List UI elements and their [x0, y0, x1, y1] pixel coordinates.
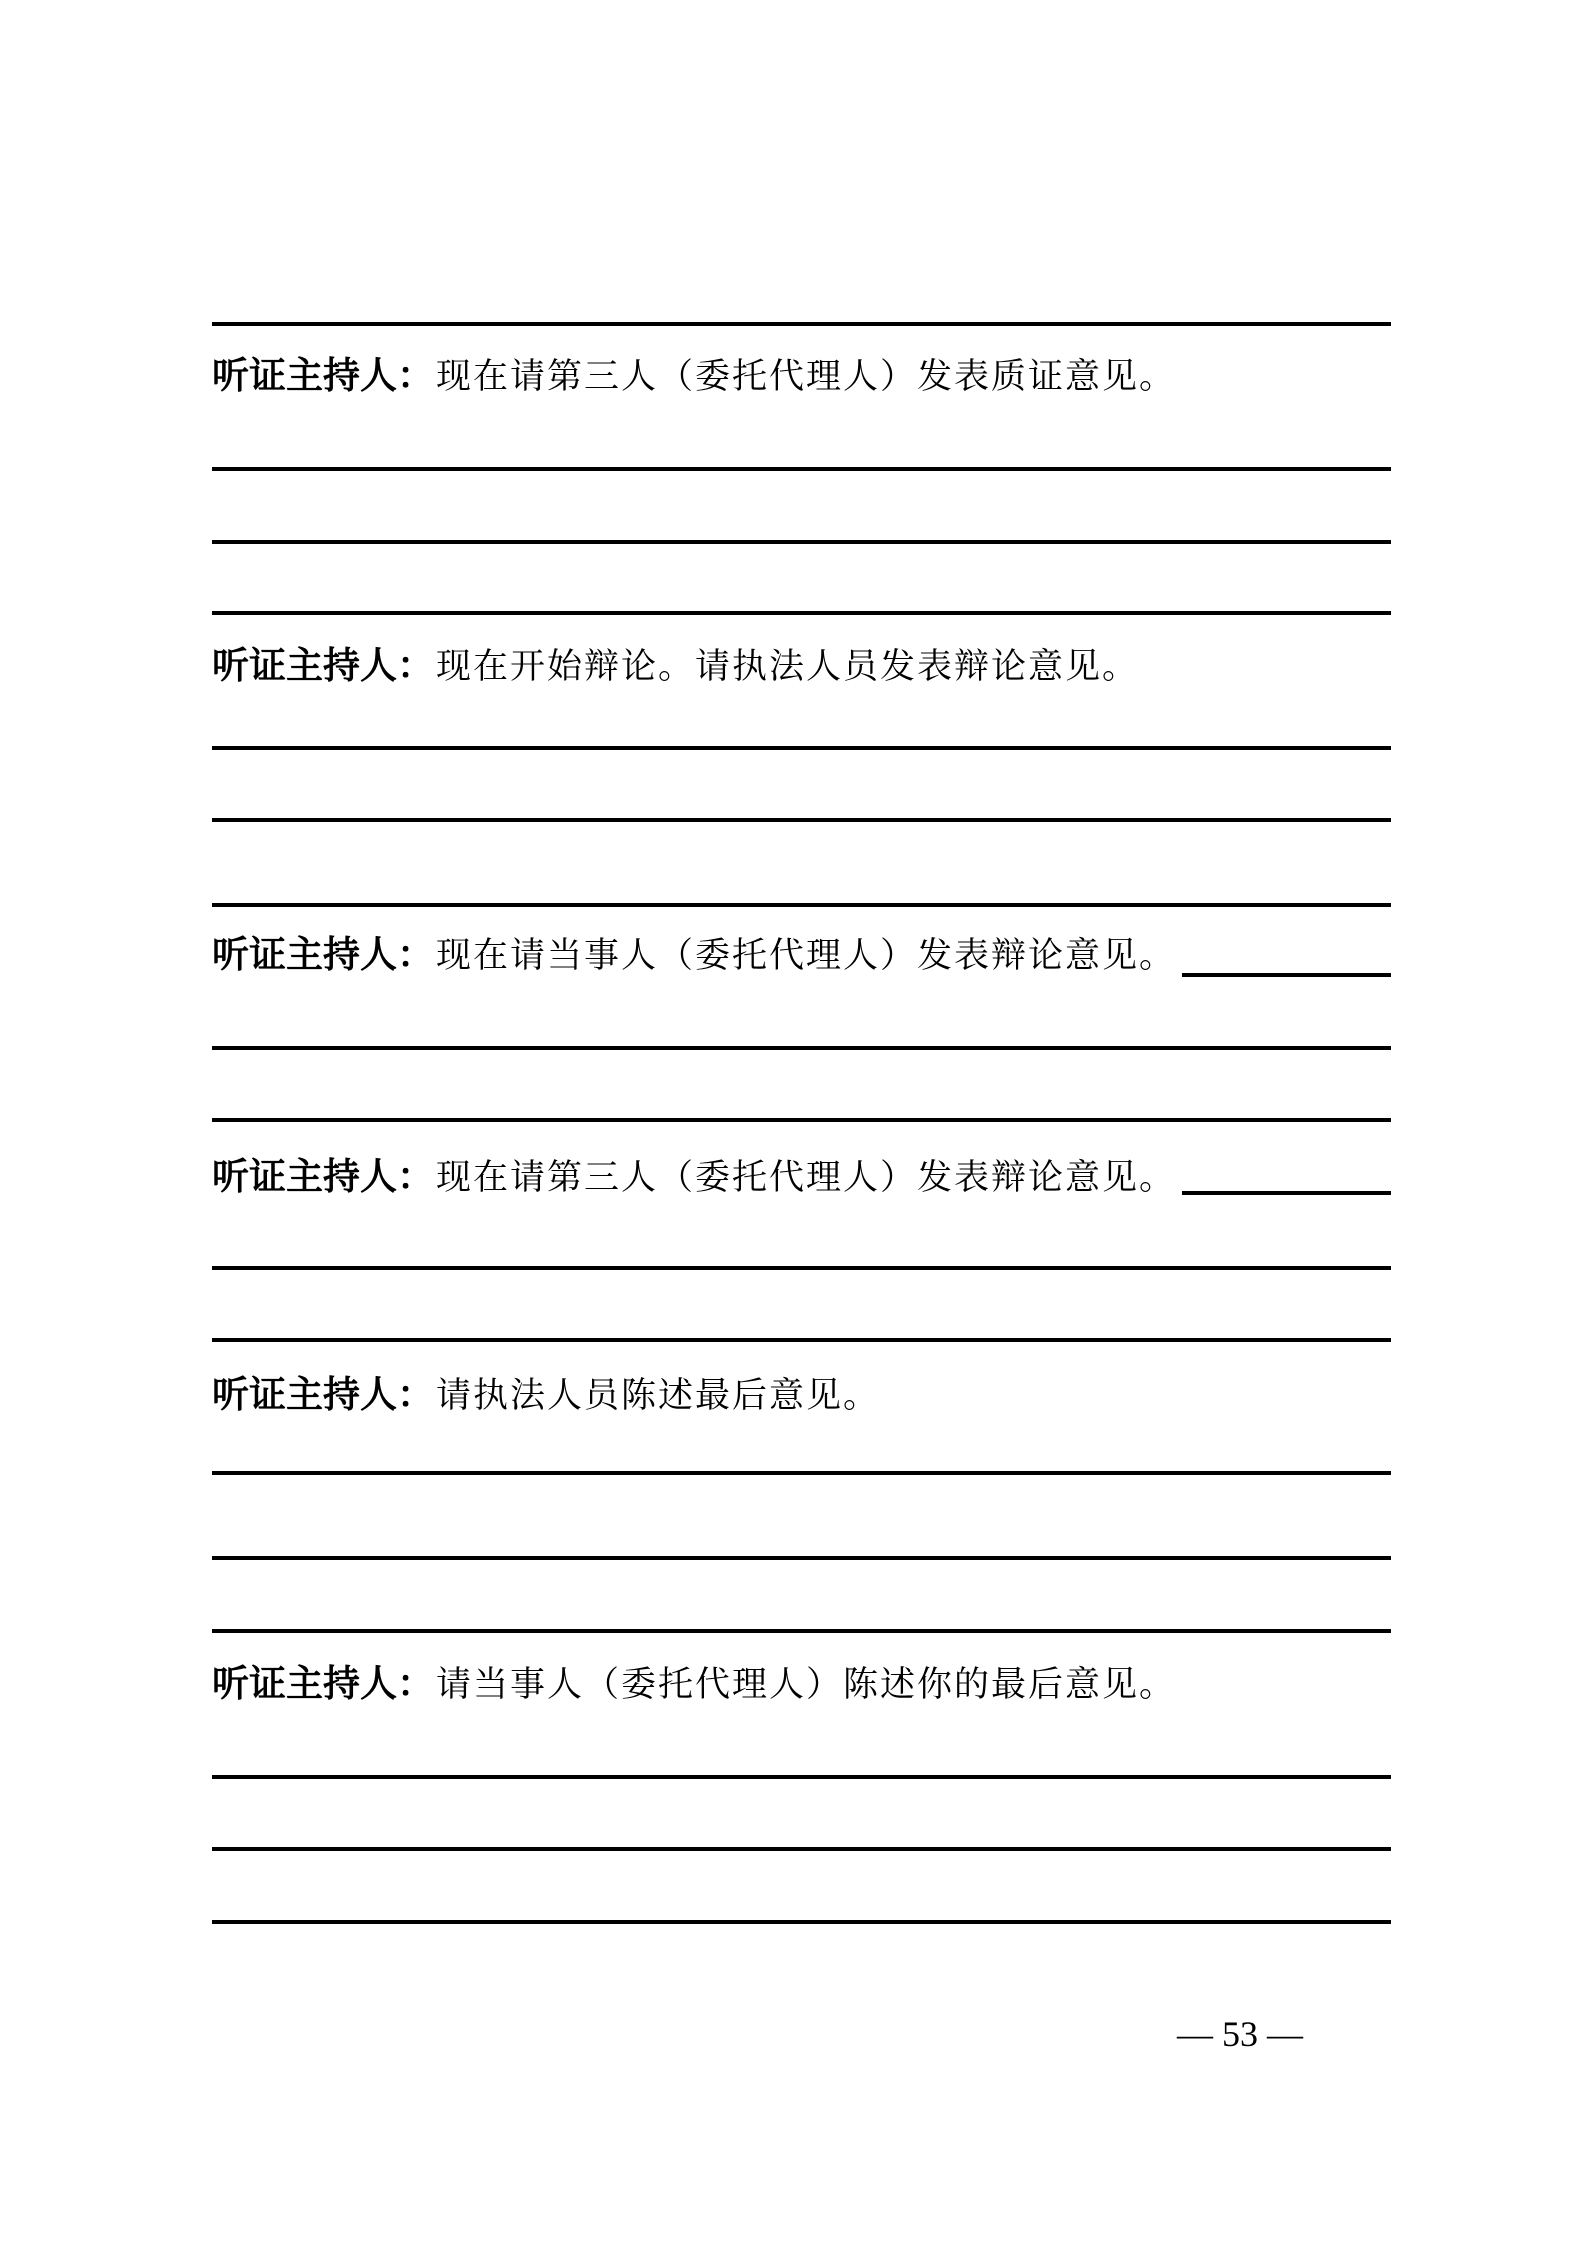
- writing-line: [212, 903, 1391, 907]
- writing-line: [212, 1266, 1391, 1270]
- inline-answer-line: [1182, 1191, 1391, 1195]
- speaker-label: 听证主持人：: [212, 355, 434, 396]
- inline-answer-line: [1182, 973, 1391, 977]
- speaker-label: 听证主持人：: [212, 1156, 434, 1197]
- speaker-label: 听证主持人：: [212, 645, 434, 686]
- speaker-label: 听证主持人：: [212, 934, 434, 975]
- statement-row: [212, 641, 1392, 691]
- statement-text: 请执法人员陈述最后意见。: [436, 1376, 881, 1415]
- writing-line: [212, 1847, 1391, 1851]
- writing-line: [212, 1338, 1391, 1342]
- writing-line: [212, 467, 1391, 471]
- statement-text: 请当事人（委托代理人）陈述你的最后意见。: [436, 1665, 1177, 1704]
- writing-line: [212, 1471, 1391, 1475]
- writing-line: [212, 746, 1391, 750]
- writing-line: [212, 1556, 1391, 1560]
- statement-row: [212, 1659, 1392, 1709]
- writing-line: [212, 1775, 1391, 1779]
- speaker-label: 听证主持人：: [212, 1374, 434, 1415]
- statement-row: [212, 1370, 1392, 1420]
- statement-text: 现在请当事人（委托代理人）发表辩论意见。: [436, 936, 1177, 975]
- writing-line: [212, 1046, 1391, 1050]
- page-number: — 53 —: [1177, 2014, 1303, 2054]
- writing-line: [212, 322, 1391, 326]
- writing-line: [212, 1118, 1391, 1122]
- writing-line: [212, 818, 1391, 822]
- writing-line: [212, 540, 1391, 544]
- statement-text: 现在请第三人（委托代理人）发表辩论意见。: [436, 1158, 1177, 1197]
- statement-row: [212, 351, 1392, 401]
- writing-line: [212, 1920, 1391, 1924]
- speaker-label: 听证主持人：: [212, 1663, 434, 1704]
- statement-text: 现在开始辩论。请执法人员发表辩论意见。: [436, 647, 1140, 686]
- statement-text: 现在请第三人（委托代理人）发表质证意见。: [436, 357, 1177, 396]
- writing-line: [212, 611, 1391, 615]
- writing-line: [212, 1629, 1391, 1633]
